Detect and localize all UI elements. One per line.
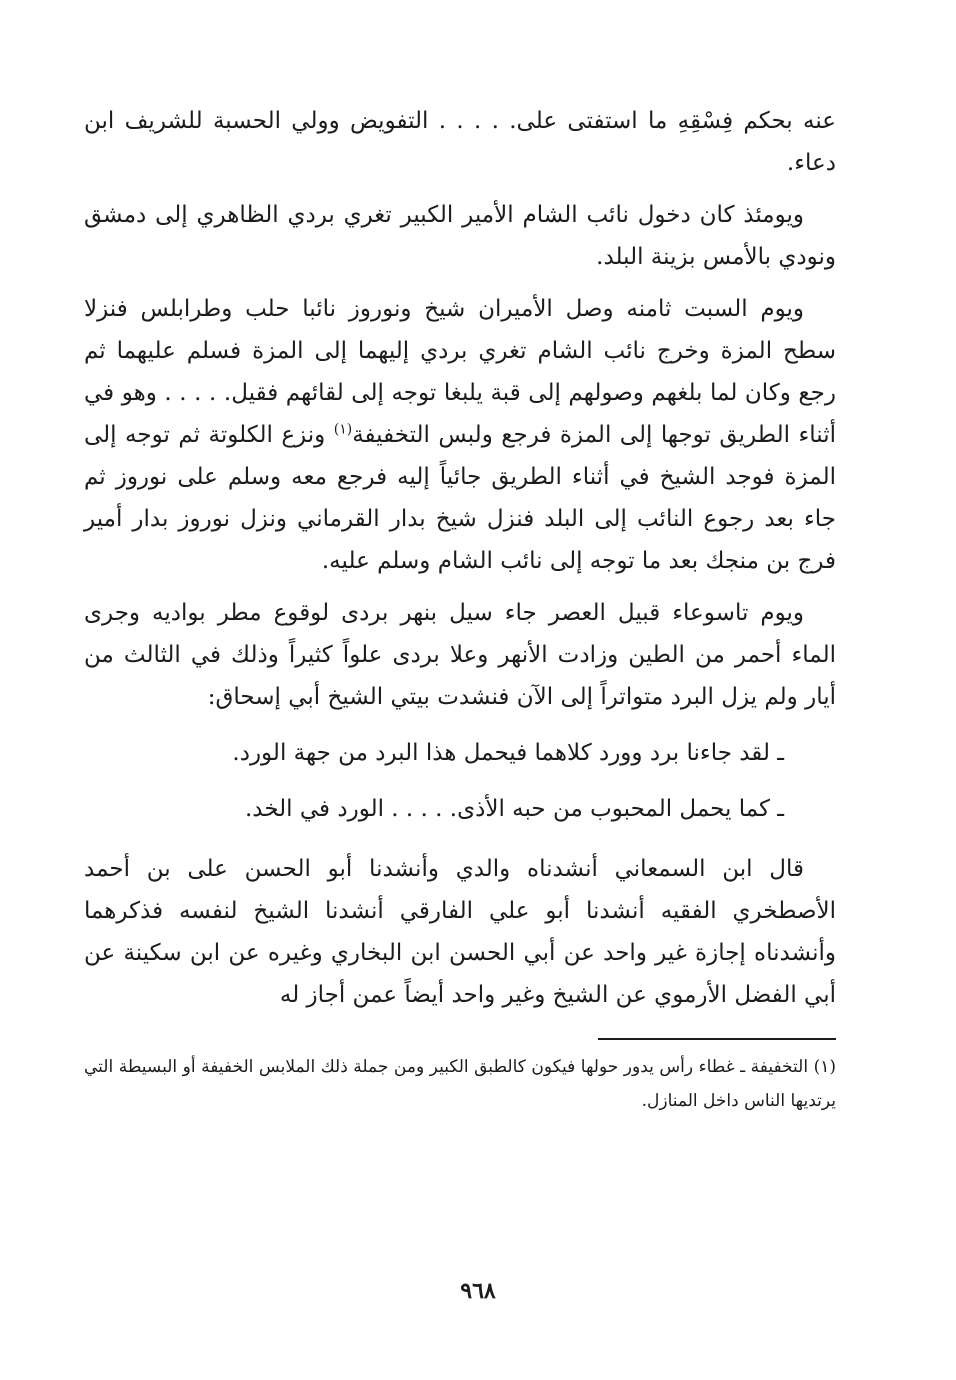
paragraph-2: ويومئذ كان دخول نائب الشام الأمير الكبير تغري بردي الظاهري إلى دمشق ونودي بالأمس بزينة البلد. [84, 202, 836, 270]
verse-2: ـ كما يحمل المحبوب من حبه الأذى. . . . . الورد في الخد. [244, 796, 784, 822]
footnote: (١) التخفيفة ـ غطاء رأس يدور حولها فيكون كالطبق الكبير ومن جملة ذلك الملابس الخفيفة أو البسيطة التي يرتديها الناس داخل المنازل. [84, 1057, 836, 1111]
paragraph-3-text: ويوم السبت ثامنه وصل الأميران شيخ ونوروز نائبا حلب وطرابلس فنزلا سطح المزة وخرج نائب الشام تغري بردي إليهما إلى المزة فسلم عليهما ثم رجع وكان لما بلغهم وصولهم إلى قبة يلبغا توجه إلى لقائهم فقيل. . . . . وهو في أثناء الطريق توجها إلى المزة فرجع ولبس التخفيفة [84, 296, 836, 448]
page-body [84, 100, 836, 1135]
page-number: ٩٦٨ [460, 1278, 496, 1304]
footnote-marker[interactable]: (١) [333, 421, 353, 438]
footnote-divider [598, 1038, 836, 1040]
paragraph-3-continued: ونزع الكلوتة ثم توجه إلى المزة فوجد الشيخ في أثناء الطريق جائياً إليه فرجع معه وسلم على نوروز ثم جاء بعد رجوع النائب إلى البلد فنزل شيخ بدار القرماني ونزل نوروز بدار أمير فرج بن منجك بعد ما توجه إلى نائب الشام وسلم عليه. [84, 422, 836, 574]
paragraph-5: قال ابن السمعاني أنشدناه والدي وأنشدنا أبو الحسن على بن أحمد الأصطخري الفقيه أنشدنا أبو علي الفارقي أنشدنا الشيخ لنفسه فذكرهما وأنشدناه إجازة غير واحد عن أبي الحسن ابن البخاري وغيره عن ابن سكينة عن أبي الفضل الأرموي عن الشيخ وغير واحد أيضاً عمن أجاز له [84, 856, 836, 1008]
paragraph-4: ويوم تاسوعاء قبيل العصر جاء سيل بنهر بردى لوقوع مطر بواديه وجرى الماء أحمر من الطين وزادت الأنهر وعلا بردى علواً كثيراً وذلك في الثالث من أيار ولم يزل البرد متواتراً إلى الآن فنشدت بيتي الشيخ أبي إسحاق: [84, 600, 836, 710]
paragraph-1: عنه بحكم فِسْقِهِ ما استفتى على. . . . . التفويض وولي الحسبة للشريف ابن دعاء. [84, 108, 836, 176]
paragraph-3 [84, 288, 836, 582]
verse-1: ـ لقد جاءنا برد وورد كلاهما فيحمل هذا البرد من جهة الورد. [232, 740, 784, 766]
